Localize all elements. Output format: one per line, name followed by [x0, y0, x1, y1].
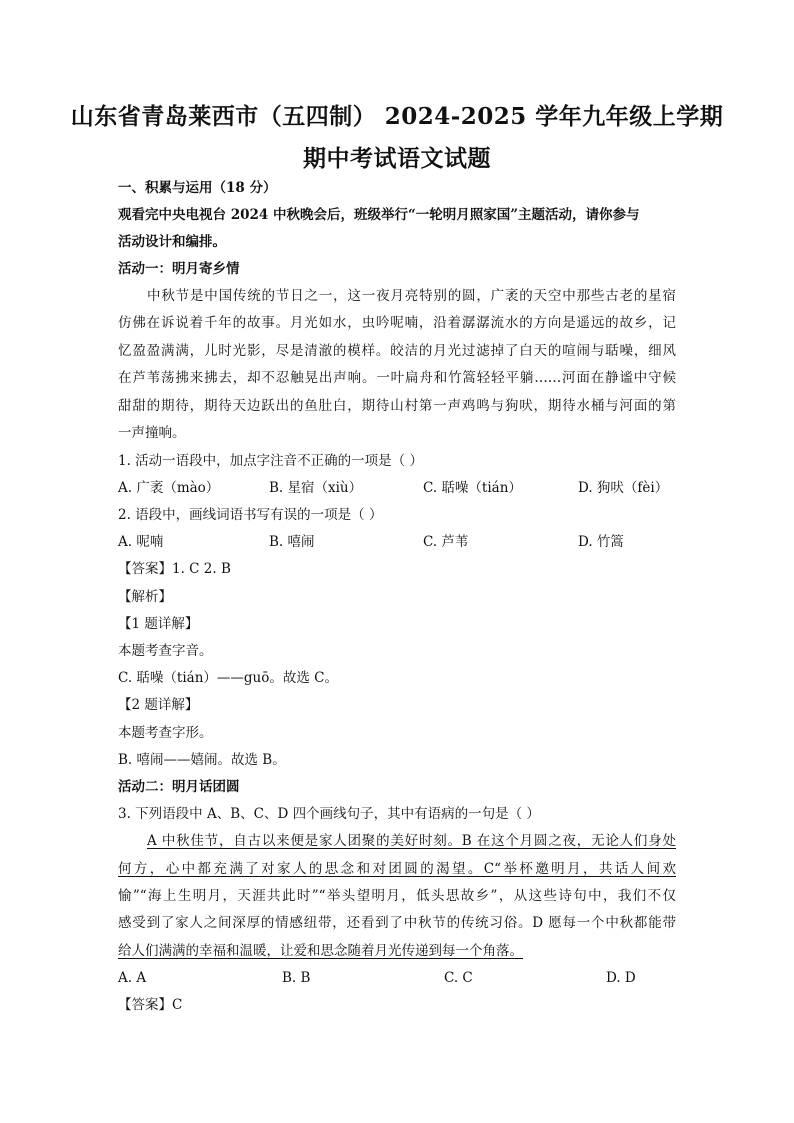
passage2-line: 给人们满满的幸福和温暖，让爱和思念随着月光传递到每一个角落。: [118, 943, 523, 959]
detail-1-heading: 【1 题详解】: [118, 616, 199, 632]
passage2-line: 何方，心中都充满了对家人的思念和对团圆的渴望。C“举杯邀明月，共话人间欢: [118, 861, 676, 877]
detail-1-text-b: C. 聒噪（tián）——guō。故选 C。: [118, 670, 339, 686]
q3-option-d: D. D: [606, 970, 636, 986]
detail-1-text-a: 本题考查字音。: [118, 643, 213, 659]
question-3: 3. 下列语段中 A、B、C、D 四个画线句子，其中有语病的一句是（ ）: [118, 806, 540, 822]
passage1-line: 中秋节是中国传统的节日之一，这一夜月亮特别的圆，广袤的天空中那些古老的星宿: [147, 288, 676, 304]
q1-option-c: C. 聒噪（tián）: [423, 480, 522, 496]
passage2-line: 感受到了家人之间深厚的情感纽带，还看到了中秋节的传统习俗。D 愿每一个中秋都能带: [118, 915, 676, 931]
analysis-heading: 【解析】: [118, 589, 172, 605]
passage1-line: 一声撞响。: [118, 425, 186, 441]
page-title-line2: 期中考试语文试题: [303, 145, 491, 172]
activity-two-heading: 活动二：明月话团圆: [118, 779, 240, 795]
passage1-line: 甜甜的期待，期待天边跃出的鱼肚白，期待山村第一声鸡鸣与狗吠，期待水桶与河面的第: [118, 398, 676, 414]
section-heading: 一、积累与运用（18 分）: [118, 180, 277, 196]
passage2-line: A 中秋佳节，自古以来便是家人团聚的美好时刻。B 在这个月圆之夜，无论人们身处: [147, 833, 676, 849]
q3-option-a: A. A: [118, 970, 147, 986]
page-title-line1: 山东省青岛莱西市（五四制） 2024-2025 学年九年级上学期: [70, 103, 724, 130]
question-1: 1. 活动一语段中，加点字注音不正确的一项是（ ）: [118, 453, 423, 469]
detail-2-text-a: 本题考查字形。: [118, 725, 213, 741]
intro-line-1: 观看完中央电视台 2024 中秋晚会后，班级举行“一轮明月照家国”主题活动，请你参与: [118, 207, 640, 223]
q2-option-a: A. 呢喃: [118, 534, 164, 550]
activity-one-heading: 活动一：明月寄乡情: [118, 261, 240, 277]
passage2-line: 愉”“海上生明月，天涯共此时”“举头望明月，低头思故乡”，从这些诗句中，我们不仅: [118, 888, 676, 904]
q2-option-d: D. 竹篙: [578, 534, 624, 550]
passage1-line: 在芦苇荡拂来拂去，却不忍触晃出声响。一叶扁舟和竹篙轻轻平躺……河面在静谧中守候: [118, 370, 676, 386]
q2-option-c: C. 芦苇: [423, 534, 469, 550]
question-2: 2. 语段中，画线词语书写有误的一项是（ ）: [118, 507, 383, 523]
q1-option-b: B. 星宿（xiù）: [269, 480, 363, 496]
answer-3: 【答案】C: [118, 997, 183, 1013]
q3-option-b: B. B: [282, 970, 311, 986]
q1-option-a: A. 广袤（mào）: [118, 480, 220, 496]
intro-line-2: 活动设计和编排。: [118, 234, 226, 250]
detail-2-text-b: B. 嘻闹——嬉闹。故选 B。: [118, 752, 286, 768]
detail-2-heading: 【2 题详解】: [118, 697, 199, 713]
q1-option-d: D. 狗吠（fèi）: [578, 480, 669, 496]
q2-option-b: B. 嘻闹: [269, 534, 315, 550]
q3-option-c: C. C: [444, 970, 473, 986]
passage1-line: 仿佛在诉说着千年的故事。月光如水，虫吟呢喃，沿着潺潺流水的方向是遥远的故乡，记: [118, 315, 676, 331]
answer-1-2: 【答案】1. C 2. B: [118, 561, 231, 577]
passage1-line: 忆盈盈满满，儿时光影，尽是清澈的模样。皎洁的月光过滤掉了白天的喧闹与聒噪，细风: [118, 343, 676, 359]
